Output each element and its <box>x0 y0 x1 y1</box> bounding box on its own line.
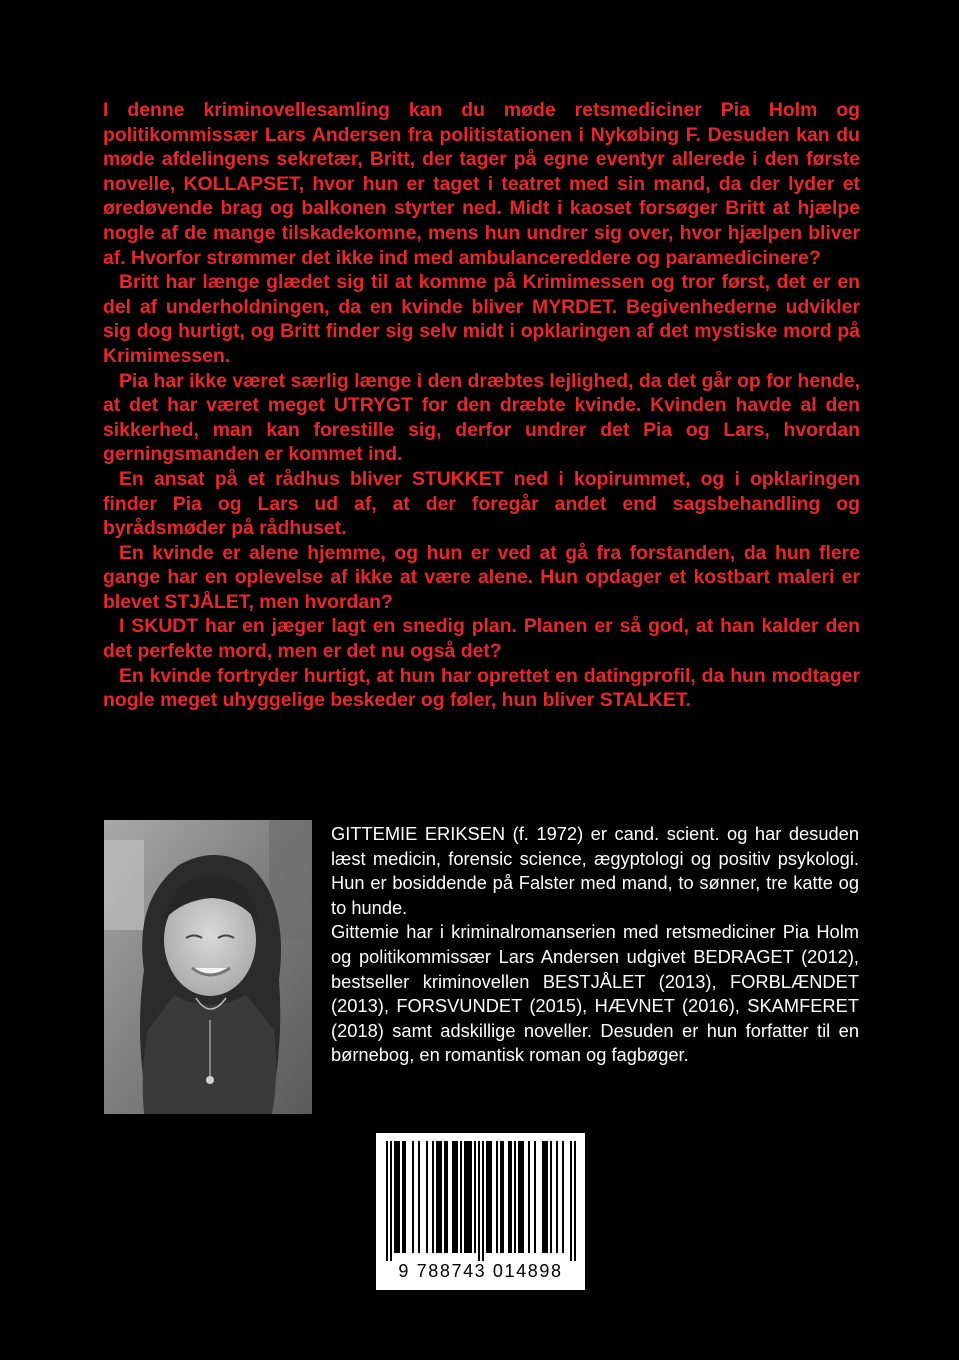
barcode-bar <box>444 1141 446 1253</box>
barcode-bar <box>502 1141 504 1253</box>
barcode-bar <box>522 1141 524 1253</box>
blurb-paragraph-1: I denne kriminovellesamling kan du møde retsmediciner Pia Holm og politikommissær Lars Andersen fra politistationen i Nykøbing F. Desuden kan du møde afdelingens sekretær, Britt, der tager på egne eventyr allerede i den første novelle, KOLLAPSET, hvor hun er taget i teatret med sin mand, da der lyder et øredøvende brag og balkonen styrter ned. Midt i kaoset forsøger Britt at hjælpe nogle af de mange tilskadekomne, mens hun undrer sig over, hvor hjælpen bliver af. Hvorfor strømmer det ikke ind med ambulancereddere og paramedicinere? <box>103 99 860 269</box>
barcode-bar <box>482 1141 484 1261</box>
barcode-bar <box>402 1141 404 1253</box>
barcode-bar <box>464 1141 466 1253</box>
blurb-paragraph-6: I SKUDT har en jæger lagt en snedig plan. Planen er så god, at han kalder den det perfekte mord, men er det nu også det? <box>103 615 860 663</box>
isbn-barcode <box>376 1133 585 1290</box>
blurb-paragraph-2: Britt har længe glædet sig til at komme på Krimimessen og tror først, det er en del af underholdningen, da en kvinde bliver MYRDET. Begivenhederne udvikler sig dog hurtigt, og Britt finder sig selv midt i opklaringen af det mystiske mord på Krimimessen. <box>103 271 860 367</box>
barcode-bar <box>460 1141 462 1253</box>
cover-blurb <box>103 98 860 713</box>
barcode-bar <box>508 1141 510 1253</box>
isbn-number: 9 788743 014898 <box>398 1261 563 1281</box>
barcode-bar <box>496 1141 498 1253</box>
barcode-bar <box>574 1141 576 1261</box>
author-bio <box>331 822 859 1068</box>
barcode-bar <box>468 1141 470 1253</box>
barcode-bar <box>570 1141 572 1261</box>
barcode-bar <box>456 1141 458 1253</box>
barcode-bar <box>418 1141 420 1253</box>
barcode-bar <box>470 1141 472 1253</box>
barcode-bar <box>396 1141 398 1253</box>
barcode-bar <box>500 1141 502 1253</box>
barcode-bar <box>478 1141 480 1261</box>
barcode-bar <box>534 1141 536 1253</box>
barcode-bar <box>438 1141 440 1253</box>
author-portrait-image <box>104 820 312 1114</box>
author-photo <box>104 820 312 1114</box>
barcode-bar <box>454 1141 456 1253</box>
barcode-bar <box>490 1141 492 1253</box>
blurb-paragraph-4: En ansat på et rådhus bliver STUKKET ned i kopirummet, og i opklaringen finder Pia og Lars ud af, at der foregår andet end sagsbehandling og byrådsmøder på rådhuset. <box>103 467 860 540</box>
barcode-bar <box>404 1141 406 1253</box>
barcode-bar <box>550 1141 552 1253</box>
barcode-bar <box>432 1141 434 1253</box>
barcode-bar <box>556 1141 558 1253</box>
barcode-bar <box>486 1141 488 1253</box>
barcode-bar <box>488 1141 490 1253</box>
barcode-bar <box>440 1141 442 1253</box>
barcode-bar <box>562 1141 564 1253</box>
barcode-bar <box>398 1141 400 1253</box>
barcode-bar <box>436 1141 438 1253</box>
barcode-bar <box>520 1141 522 1253</box>
barcode-bar <box>474 1141 476 1253</box>
bio-paragraph-1: GITTEMIE ERIKSEN (f. 1972) er cand. scient. og har desuden læst medicin, forensic science, ægyptologi og positiv psykologi. Hun er bosiddende på Falster med mand, to sønner, tre katte og to hunde. <box>331 823 859 918</box>
barcode-bar <box>390 1141 392 1261</box>
blurb-paragraph-7: En kvinde fortryder hurtigt, at hun har oprettet en datingprofil, da hun modtager nogle meget uhyggelige beskeder og føler, hun bliver STALKET. <box>103 664 860 712</box>
barcode-bar <box>446 1141 448 1253</box>
blurb-paragraph-5: En kvinde er alene hjemme, og hun er ved at gå fra forstanden, da hun flere gange har en oplevelse af ikke at være alene. Hun opdager et kostbart maleri er blevet STJÅLET, men hvordan? <box>103 541 860 613</box>
barcode-bar <box>528 1141 530 1253</box>
barcode-bar <box>426 1141 428 1253</box>
barcode-bar <box>518 1141 520 1253</box>
barcode-bar <box>412 1141 414 1253</box>
barcode-bar <box>546 1141 548 1253</box>
bio-paragraph-2: Gittemie har i kriminalromanserien med retsmediciner Pia Holm og politikommissær Lars Andersen udgivet BEDRAGET (2012), bestseller kriminovellen BESTJÅLET (2013), FORBLÆNDET (2013), FORSVUNDET (2015), HÆVNET (2016), SKAMFERET (2018) samt adskillige noveller. Desuden er hun forfatter til en børnebog, en romantisk roman og fagbøger. <box>331 921 859 1066</box>
barcode-bar <box>510 1141 512 1253</box>
barcode-bar <box>542 1141 544 1253</box>
barcode-bar <box>466 1141 468 1253</box>
barcode-bars <box>376 1133 585 1263</box>
barcode-bar <box>514 1141 516 1253</box>
barcode-bar <box>386 1141 388 1261</box>
blurb-paragraph-3: Pia har ikke været særlig længe i den dræbtes lejlighed, da det går op for hende, at det har været meget UTRYGT for den dræbte kvinde. Kvinden havde al den sikkerhed, man kan forestille sig, derfor undrer det Pia og Lars, hvordan gerningsmanden er kommet ind. <box>103 369 860 466</box>
barcode-bar <box>394 1141 396 1253</box>
barcode-bar <box>452 1141 454 1253</box>
barcode-bar <box>544 1141 546 1253</box>
